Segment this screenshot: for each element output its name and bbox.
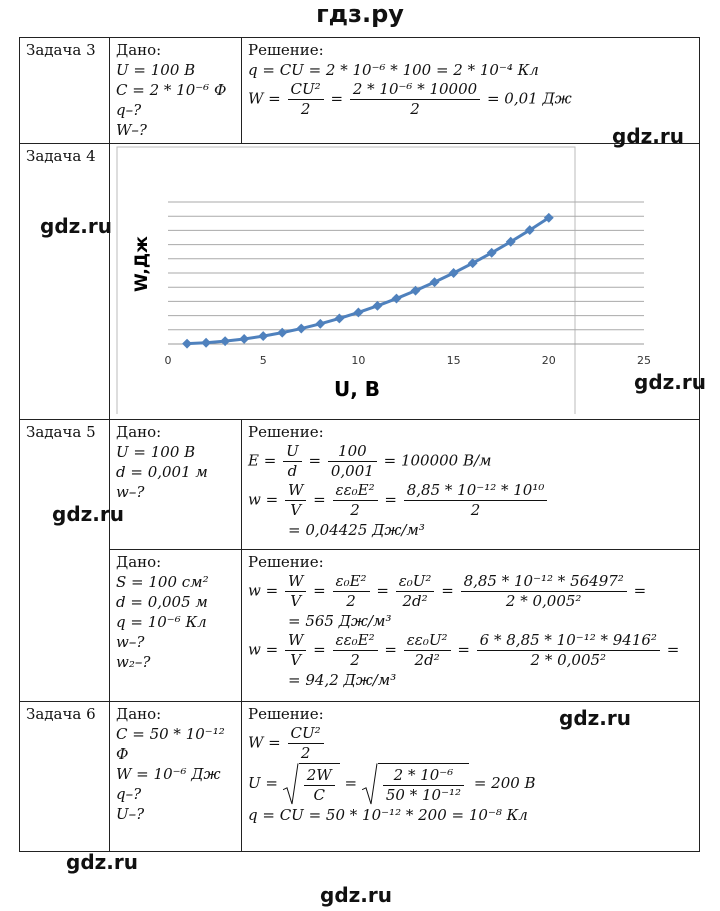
square-root bbox=[362, 763, 469, 805]
equals: = bbox=[457, 640, 470, 659]
denominator: 50 * 10⁻¹² bbox=[385, 786, 462, 804]
task5-label: Задача 5 bbox=[20, 420, 110, 702]
given-line: C = 50 * 10⁻¹² Ф bbox=[116, 725, 225, 763]
numerator: 6 * 8,85 * 10⁻¹² * 9416² bbox=[477, 631, 660, 651]
numerator: 100 bbox=[328, 442, 377, 462]
given-line: W = 10⁻⁶ Дж bbox=[116, 765, 221, 783]
solution-title: Решение: bbox=[248, 423, 324, 441]
given-line: q–? bbox=[116, 101, 142, 119]
task5a-given bbox=[110, 420, 242, 550]
formula-result: = 565 Дж/м³ bbox=[288, 612, 392, 630]
denominator: 2d² bbox=[402, 592, 428, 610]
task5a-row bbox=[20, 420, 700, 550]
fraction bbox=[333, 572, 370, 611]
fraction bbox=[283, 442, 302, 481]
formula-lhs: E = bbox=[248, 451, 277, 470]
given-title: Дано: bbox=[116, 705, 162, 723]
radical-sign-icon bbox=[283, 763, 299, 805]
task4-row bbox=[20, 144, 700, 420]
task3-label: Задача 3 bbox=[20, 38, 110, 144]
denominator: 2 bbox=[350, 501, 360, 519]
numerator: 2W bbox=[304, 766, 335, 786]
watermark: gdz.ru bbox=[320, 883, 392, 907]
given-line: C = 2 * 10⁻⁶ Ф bbox=[116, 81, 227, 99]
fraction bbox=[396, 572, 435, 611]
energy-voltage-chart bbox=[110, 144, 695, 414]
fraction bbox=[285, 572, 306, 611]
formula-result: = 200 В bbox=[473, 774, 536, 792]
watermark: gdz.ru bbox=[52, 502, 124, 526]
fraction bbox=[285, 481, 306, 520]
numerator: εε₀U² bbox=[404, 631, 451, 651]
given-line: U = 100 В bbox=[116, 443, 196, 461]
denominator: V bbox=[290, 592, 302, 610]
denominator: 2 bbox=[300, 744, 311, 762]
equals: = bbox=[313, 490, 326, 509]
formula-line: q = CU = 50 * 10⁻¹² * 200 = 10⁻⁸ Кл bbox=[248, 806, 528, 824]
given-title: Дано: bbox=[116, 553, 162, 571]
fraction bbox=[288, 724, 324, 763]
numerator: εε₀E² bbox=[333, 481, 378, 501]
equals: = bbox=[344, 774, 358, 792]
formula-line bbox=[248, 763, 693, 805]
fraction bbox=[404, 631, 451, 670]
formula-lhs: W = bbox=[248, 89, 281, 108]
fraction bbox=[285, 631, 306, 670]
numerator: ε₀E² bbox=[333, 572, 370, 592]
denominator: 2d² bbox=[414, 651, 440, 669]
formula-line: q = CU = 2 * 10⁻⁶ * 100 = 2 * 10⁻⁴ Кл bbox=[248, 61, 539, 79]
denominator: 2 bbox=[300, 100, 311, 118]
fraction bbox=[328, 442, 377, 481]
denominator: C bbox=[313, 786, 325, 804]
equals: = bbox=[376, 581, 389, 600]
task5a-solution bbox=[242, 420, 700, 550]
denominator: V bbox=[290, 501, 302, 519]
numerator: 8,85 * 10⁻¹² * 56497² bbox=[461, 572, 627, 592]
task5b-solution bbox=[242, 550, 700, 702]
numerator: U bbox=[283, 442, 302, 462]
given-line: U = 100 В bbox=[116, 61, 196, 79]
fraction bbox=[288, 80, 324, 119]
site-header: гдз.ру bbox=[316, 0, 404, 28]
x-tick-label: 25 bbox=[637, 354, 651, 367]
numerator: W bbox=[285, 631, 306, 651]
given-title: Дано: bbox=[116, 423, 162, 441]
formula-lhs: w = bbox=[248, 581, 279, 600]
x-tick-label: 0 bbox=[164, 354, 172, 367]
denominator: 2 * 0,005² bbox=[530, 651, 607, 669]
fraction bbox=[461, 572, 627, 611]
watermark: gdz.ru bbox=[612, 124, 684, 148]
denominator: d bbox=[287, 462, 298, 480]
equals: = bbox=[633, 581, 647, 600]
denominator: 2 bbox=[410, 100, 420, 118]
formula-line bbox=[248, 481, 693, 520]
numerator: 2 * 10⁻⁶ * 10000 bbox=[350, 80, 480, 100]
formula-line bbox=[248, 631, 693, 670]
task4-chart-cell bbox=[110, 144, 700, 420]
denominator: 2 bbox=[350, 651, 360, 669]
formula-lhs: w = bbox=[248, 640, 279, 659]
x-tick-label: 10 bbox=[351, 354, 366, 367]
formula-line bbox=[248, 572, 693, 611]
formula-lhs: w = bbox=[248, 490, 279, 509]
x-axis-label: U, В bbox=[333, 377, 381, 401]
equals: = bbox=[384, 490, 397, 509]
task6-label: Задача 6 bbox=[20, 702, 110, 852]
denominator: 2 * 0,005² bbox=[505, 592, 582, 610]
task5b-row bbox=[20, 550, 700, 702]
square-root bbox=[283, 763, 340, 805]
equals: = bbox=[384, 640, 397, 659]
numerator: 8,85 * 10⁻¹² * 10¹⁰ bbox=[404, 481, 548, 501]
watermark: gdz.ru bbox=[634, 370, 706, 394]
denominator: 2 bbox=[470, 501, 481, 519]
equals: = bbox=[313, 581, 326, 600]
given-line: q–? bbox=[116, 785, 142, 803]
formula-result: = 0,01 Дж bbox=[486, 89, 572, 108]
solution-title: Решение: bbox=[248, 553, 324, 571]
equals: = bbox=[308, 451, 322, 470]
fraction bbox=[304, 766, 335, 805]
fraction bbox=[477, 631, 660, 670]
fraction bbox=[333, 631, 378, 670]
numerator: W bbox=[285, 481, 306, 501]
given-line: W–? bbox=[116, 121, 147, 139]
solution-title: Решение: bbox=[248, 705, 324, 723]
y-axis-label: W,Дж bbox=[132, 236, 152, 292]
numerator: W bbox=[285, 572, 306, 592]
task3-row bbox=[20, 38, 700, 144]
task3-given bbox=[110, 38, 242, 144]
given-title: Дано: bbox=[116, 41, 162, 59]
formula-result: = 100000 В/м bbox=[383, 451, 492, 470]
x-tick-label: 15 bbox=[446, 354, 461, 367]
fraction bbox=[404, 481, 548, 520]
x-tick-label: 20 bbox=[541, 354, 556, 367]
watermark: gdz.ru bbox=[66, 850, 138, 874]
denominator: 2 bbox=[346, 592, 356, 610]
formula-lhs: U = bbox=[248, 774, 278, 792]
formula-lhs: W = bbox=[248, 733, 281, 752]
equals: = bbox=[330, 89, 344, 108]
denominator: 0,001 bbox=[330, 462, 374, 480]
chart-area bbox=[117, 147, 575, 414]
numerator: CU² bbox=[288, 80, 324, 100]
given-line: d = 0,001 м bbox=[116, 463, 208, 481]
x-tick-label: 5 bbox=[259, 354, 267, 367]
numerator: 2 * 10⁻⁶ bbox=[383, 766, 464, 786]
formula-line bbox=[248, 442, 693, 481]
formula-line bbox=[248, 80, 693, 119]
task4-label: Задача 4 bbox=[20, 144, 110, 420]
formula-result: = 0,04425 Дж/м³ bbox=[288, 521, 425, 539]
equals: = bbox=[313, 640, 326, 659]
equals: = bbox=[441, 581, 454, 600]
numerator: εε₀E² bbox=[333, 631, 378, 651]
task5b-given bbox=[110, 550, 242, 702]
watermark: gdz.ru bbox=[559, 706, 631, 730]
equals: = bbox=[666, 640, 680, 659]
fraction bbox=[333, 481, 378, 520]
given-line: w–? bbox=[116, 483, 145, 501]
given-line: d = 0,005 м bbox=[116, 593, 208, 611]
radical-sign-icon bbox=[362, 763, 378, 805]
given-line: S = 100 см² bbox=[116, 573, 209, 591]
given-line: w₂–? bbox=[116, 653, 151, 671]
given-line: w–? bbox=[116, 633, 145, 651]
fraction bbox=[383, 766, 464, 805]
denominator: V bbox=[290, 651, 302, 669]
formula-result: = 94,2 Дж/м³ bbox=[288, 671, 397, 689]
solution-title: Решение: bbox=[248, 41, 324, 59]
task6-given bbox=[110, 702, 242, 852]
given-line: q = 10⁻⁶ Кл bbox=[116, 613, 207, 631]
fraction bbox=[350, 80, 480, 119]
watermark: gdz.ru bbox=[40, 214, 112, 238]
numerator: ε₀U² bbox=[396, 572, 435, 592]
given-line: U–? bbox=[116, 805, 145, 823]
numerator: CU² bbox=[288, 724, 324, 744]
